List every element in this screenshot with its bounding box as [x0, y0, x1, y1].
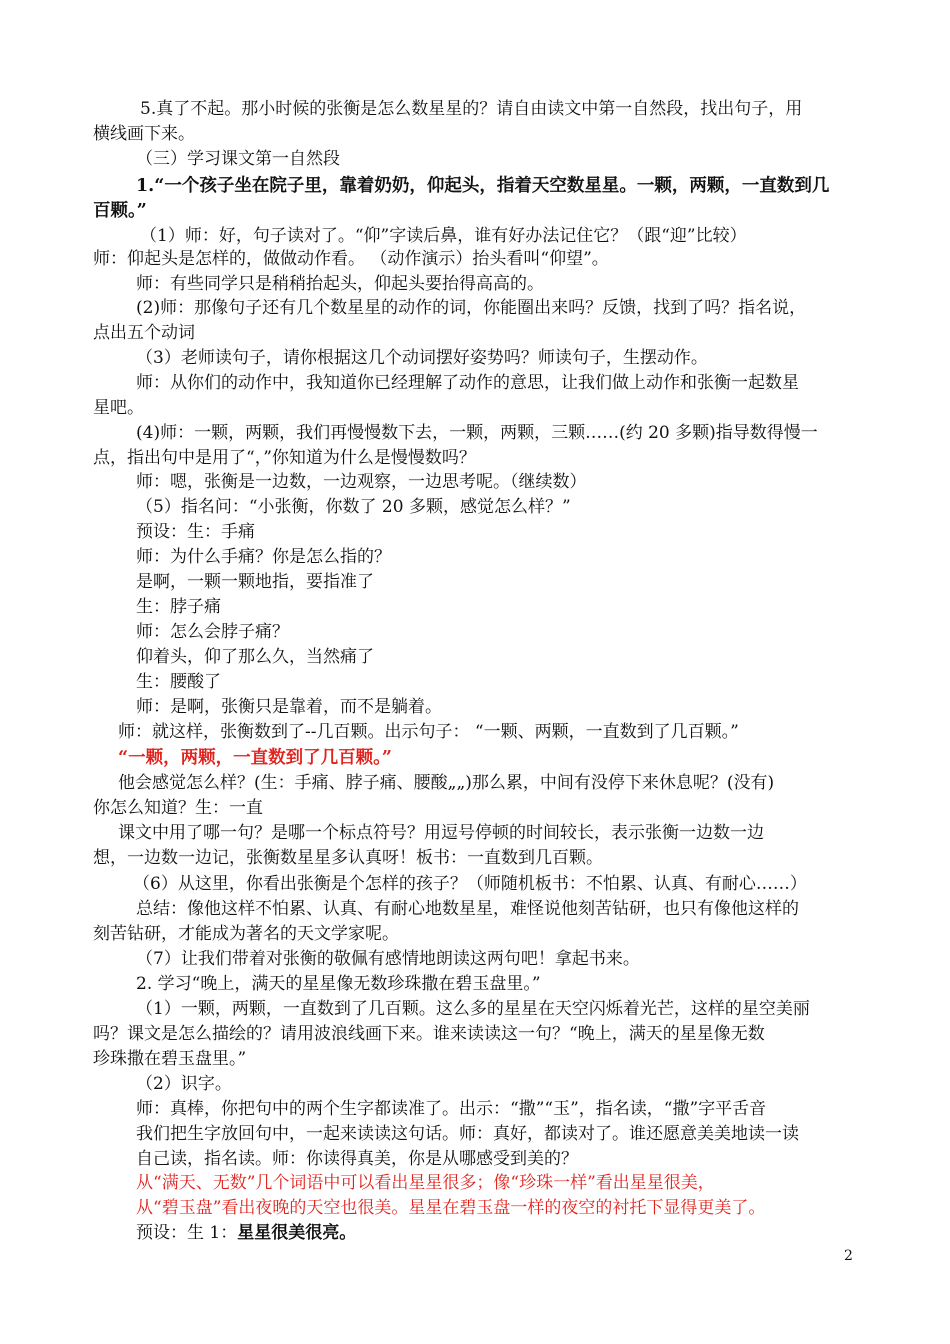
paragraph-line: 师：仰起头是怎样的，做做动作看。 （动作演示）抬头看叫“仰望”。 — [93, 249, 609, 269]
paragraph-line: 师：怎么会脖子痛？ — [136, 622, 289, 642]
paragraph-line: 点，指出句中是用了“，”你知道为什么是慢慢数吗？ — [93, 448, 476, 468]
paragraph-line: 珍珠撒在碧玉盘里。” — [93, 1049, 247, 1069]
paragraph-line: (2)师：那像句子还有几个数星星的动作的词，你能圈出来吗？反馈，找到了吗？指名说， — [136, 298, 807, 318]
section-heading: （三）学习课文第一自然段 — [136, 149, 340, 169]
paragraph-line: 自己读，指名读。师：你读得真美，你是从哪感受到美的？ — [136, 1149, 578, 1169]
paragraph-line: 仰着头，仰了那么久，当然痛了 — [136, 647, 374, 667]
paragraph-line: 是啊，一颗一颗地指，要指准了 — [136, 572, 374, 592]
paragraph-line: 2. 学习“晚上，满天的星星像无数珍珠撒在碧玉盘里。” — [136, 974, 541, 994]
page-number: 2 — [844, 1248, 853, 1264]
paragraph-line: 刻苦钻研，才能成为著名的天文学家呢。 — [93, 924, 399, 944]
highlighted-sentence: “一颗，两颗，一直数到了几百颗。” — [118, 748, 392, 768]
paragraph-line: （2）识字。 — [136, 1074, 232, 1094]
paragraph-line: 想，一边数一边记，张衡数星星多认真呀！板书：一直数到几百颗。 — [93, 848, 603, 868]
paragraph-line: 星吧。 — [93, 398, 144, 418]
paragraph-line: （1）师：好，句子读对了。“仰”字读后鼻，谁有好办法记住它？（跟“迎”比较） — [140, 226, 747, 246]
paragraph-line: 师：就这样，张衡数到了--几百颗。出示句子： “一颗、两颗，一直数到了几百颗。” — [118, 722, 739, 742]
paragraph-line: 生：腰酸了 — [136, 672, 221, 692]
paragraph-line: 师：是啊，张衡只是靠着，而不是躺着。 — [136, 697, 442, 717]
paragraph-line: （3）老师读句子，请你根据这几个动词摆好姿势吗？师读句子，生摆动作。 — [136, 348, 708, 368]
highlighted-line: 从“碧玉盘”看出夜晚的天空也很美。星星在碧玉盘一样的夜空的衬托下显得更美了。 — [136, 1198, 766, 1218]
paragraph-line: （5）指名问：“小张衡，你数了 20 多颗，感觉怎么样？” — [136, 497, 571, 517]
paragraph-line: 师：为什么手痛？你是怎么指的？ — [136, 547, 391, 567]
paragraph-line: 预设：生：手痛 — [136, 522, 255, 542]
preset-label: 预设：生 1： — [136, 1223, 238, 1243]
paragraph-line: 师：有些同学只是稍稍抬起头，仰起头要抬得高高的。 — [136, 274, 544, 294]
paragraph-line: （6）从这里，你看出张衡是个怎样的孩子？（师随机板书：不怕累、认真、有耐心……） — [133, 874, 807, 894]
paragraph-line: 他会感觉怎么样？(生：手痛、脖子痛、腰酸„„)那么累，中间有没停下来休息呢？(没有) — [118, 773, 775, 793]
paragraph-line: 生：脖子痛 — [136, 597, 221, 617]
paragraph-line: (4)师：一颗，两颗，我们再慢慢数下去，一颗，两颗，三颗……(约 20 多颗)指导数得慢一 — [136, 423, 818, 443]
paragraph-line: 师：真棒，你把句中的两个生字都读准了。出示：“撒”“玉”，指名读，“撒”字平舌音 — [136, 1099, 767, 1119]
paragraph-line: 吗？课文是怎么描绘的？请用波浪线画下来。谁来读读这一句？“晚上，满天的星星像无数 — [93, 1024, 765, 1044]
paragraph-line: 点出五个动词 — [93, 323, 195, 343]
highlighted-line: 从“满天、无数”几个词语中可以看出星星很多；像“珍珠一样”看出星星很美， — [136, 1173, 715, 1193]
paragraph-line: 课文中用了哪一句？是哪一个标点符号？用逗号停顿的时间较长，表示张衡一边数一边 — [118, 823, 764, 843]
paragraph-line: 我们把生字放回句中，一起来读读这句话。师：真好，都读对了。谁还愿意美美地读一读 — [136, 1124, 799, 1144]
paragraph-line: 师：嗯，张衡是一边数，一边观察，一边思考呢。（继续数） — [136, 472, 587, 492]
paragraph-line: 总结：像他这样不怕累、认真、有耐心地数星星，难怪说他刻苦钻研，也只有像他这样的 — [136, 899, 799, 919]
paragraph-line: 师：从你们的动作中，我知道你已经理解了动作的意思，让我们做上动作和张衡一起数星 — [136, 373, 799, 393]
paragraph-line: （1）一颗，两颗，一直数到了几百颗。这么多的星星在天空闪烁着光芒，这样的星空美丽 — [136, 999, 810, 1019]
paragraph-line — [136, 1221, 356, 1246]
paragraph-line: 横线画下来。 — [93, 124, 195, 144]
quoted-sentence: 1.“一个孩子坐在院子里，靠着奶奶，仰起头，指着天空数星星。一颗，两颗，一直数到几 — [136, 176, 830, 196]
paragraph-line: 5.真了不起。那小时候的张衡是怎么数星星的？请自由读文中第一自然段，找出句子，用 — [140, 99, 803, 119]
paragraph-line: 你怎么知道？生：一直 — [93, 798, 263, 818]
quoted-sentence: 百颗。” — [93, 201, 147, 221]
paragraph-line: （7）让我们带着对张衡的敬佩有感情地朗读这两句吧！拿起书来。 — [136, 949, 640, 969]
preset-answer: 星星很美很亮。 — [237, 1223, 357, 1243]
